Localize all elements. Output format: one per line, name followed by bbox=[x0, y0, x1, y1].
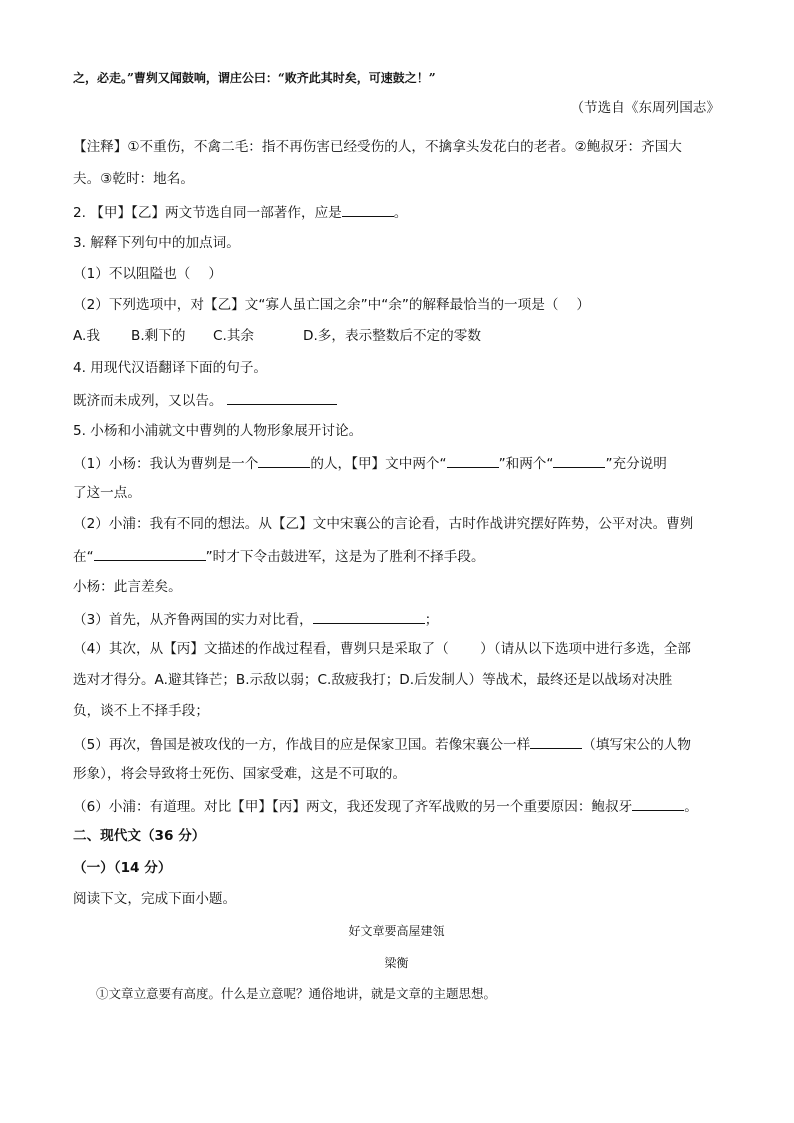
instruction-text: 阅读下文，完成下面小题。 bbox=[73, 891, 237, 907]
question-5-1-text-d: ”充分说明 bbox=[605, 456, 667, 472]
annotation-text-cont: 夫。③乾时：地名。 bbox=[73, 171, 194, 187]
question-3-2-options bbox=[73, 326, 720, 346]
question-3: 3. 解释下列句中的加点词。 bbox=[73, 235, 240, 251]
question-5-3 bbox=[73, 608, 720, 630]
question-5-3-end: ； bbox=[424, 612, 439, 628]
answer-blank bbox=[553, 452, 605, 468]
question-5-4: （4）其次，从【丙】文描述的作战过程看，曹刿只是采取了（ ）（请从以下选项中进行多选，全部 bbox=[73, 641, 691, 657]
question-5-2-cont bbox=[73, 545, 720, 567]
option-b: B.剩下的 bbox=[131, 328, 186, 344]
section-heading: 二、现代文（36 分） bbox=[73, 828, 206, 844]
question-2-text: 2. 【甲】【乙】两文节选自同一部著作，应是 bbox=[73, 205, 342, 221]
question-4: 4. 用现代汉语翻译下面的句子。 bbox=[73, 360, 268, 376]
question-4-sentence-text: 既济而未成列，又以告。 bbox=[73, 393, 223, 409]
answer-blank bbox=[530, 733, 582, 749]
answer-blank bbox=[227, 389, 337, 405]
question-2 bbox=[73, 201, 720, 223]
answer-blank bbox=[447, 452, 499, 468]
dialogue-line: 小杨：此言差矣。 bbox=[73, 579, 182, 595]
question-5-6-text: （6）小浦：有道理。对比【甲】【丙】两文，我还发现了齐军战败的另一个重要原因：鲍叔牙 bbox=[73, 799, 633, 815]
question-4-sentence bbox=[73, 389, 720, 411]
option-d: D.多，表示整数后不定的零数 bbox=[303, 328, 481, 344]
annotation-text: 【注释】①不重伤，不禽二毛：指不再伤害已经受伤的人，不擒拿头发花白的老者。②鲍叔牙：齐国大 bbox=[73, 139, 682, 155]
question-5-1-text: （1）小杨：我认为曹刿是一个 bbox=[73, 456, 259, 472]
question-3-1: （1）不以阻隘也（ ） bbox=[73, 266, 222, 282]
option-c: C.其余 bbox=[213, 328, 255, 344]
question-5-2-text-b: ”时才下令击鼓进军，这是为了胜利不择手段。 bbox=[205, 549, 485, 565]
question-5-1-text-b: 的人，【甲】文中两个“ bbox=[310, 456, 447, 472]
answer-blank bbox=[313, 608, 425, 624]
question-3-2: （2）下列选项中，对【乙】文“寡人虽亡国之余”中“余”的解释最恰当的一项是（ ） bbox=[73, 297, 590, 313]
answer-blank bbox=[342, 201, 394, 217]
answer-blank bbox=[258, 452, 310, 468]
question-5-2-text: 在“ bbox=[73, 549, 94, 565]
article-paragraph: ①文章立意要有高度。什么是立意呢？通俗地讲，就是文章的主题思想。 bbox=[96, 986, 497, 1001]
question-5-1-cont: 了这一点。 bbox=[73, 485, 141, 501]
question-5-4-cont: 选对才得分。A.避其锋芒；B.示敌以弱；C.敌疲我打；D.后发制人）等战术，最终还是以战场对决胜 bbox=[73, 672, 673, 688]
passage-text: 之，必走。”曹刿又闻鼓响，谓庄公曰：“败齐此其时矣，可速鼓之！” bbox=[73, 71, 436, 85]
question-5-1-text-c: ”和两个“ bbox=[498, 456, 554, 472]
question-2-end: 。 bbox=[393, 205, 408, 221]
question-5-3-text: （3）首先，从齐鲁两国的实力对比看， bbox=[73, 612, 313, 628]
question-5-5 bbox=[73, 733, 720, 755]
question-5-6 bbox=[73, 795, 720, 817]
question-5-5-cont: 形象），将会导致将士死伤、国家受难，这是不可取的。 bbox=[73, 766, 407, 782]
source-note: （节选自《东周列国志》 bbox=[570, 100, 720, 116]
answer-blank bbox=[632, 795, 684, 811]
option-a: A.我 bbox=[73, 328, 100, 344]
question-5-5-text: （5）再次，鲁国是被攻伐的一方，作战目的应是保家卫国。若像宋襄公一样 bbox=[73, 737, 531, 753]
question-5-1 bbox=[73, 452, 720, 474]
question-5-4-cont2: 负，谈不上不择手段； bbox=[73, 703, 209, 719]
question-5: 5. 小杨和小浦就文中曹刿的人物形象展开讨论。 bbox=[73, 423, 363, 439]
answer-blank bbox=[94, 545, 206, 561]
question-5-2: （2）小浦：我有不同的想法。从【乙】文中宋襄公的言论看，古时作战讲究摆好阵势，公平对决。曹刿 bbox=[73, 516, 694, 532]
subsection-heading: （一）（14 分） bbox=[73, 860, 172, 876]
question-5-6-end: 。 bbox=[684, 799, 698, 815]
article-author: 梁衡 bbox=[384, 956, 409, 970]
article-title: 好文章要高屋建瓴 bbox=[348, 924, 445, 938]
question-5-5-text-b: （填写宋公的人物 bbox=[582, 737, 691, 753]
